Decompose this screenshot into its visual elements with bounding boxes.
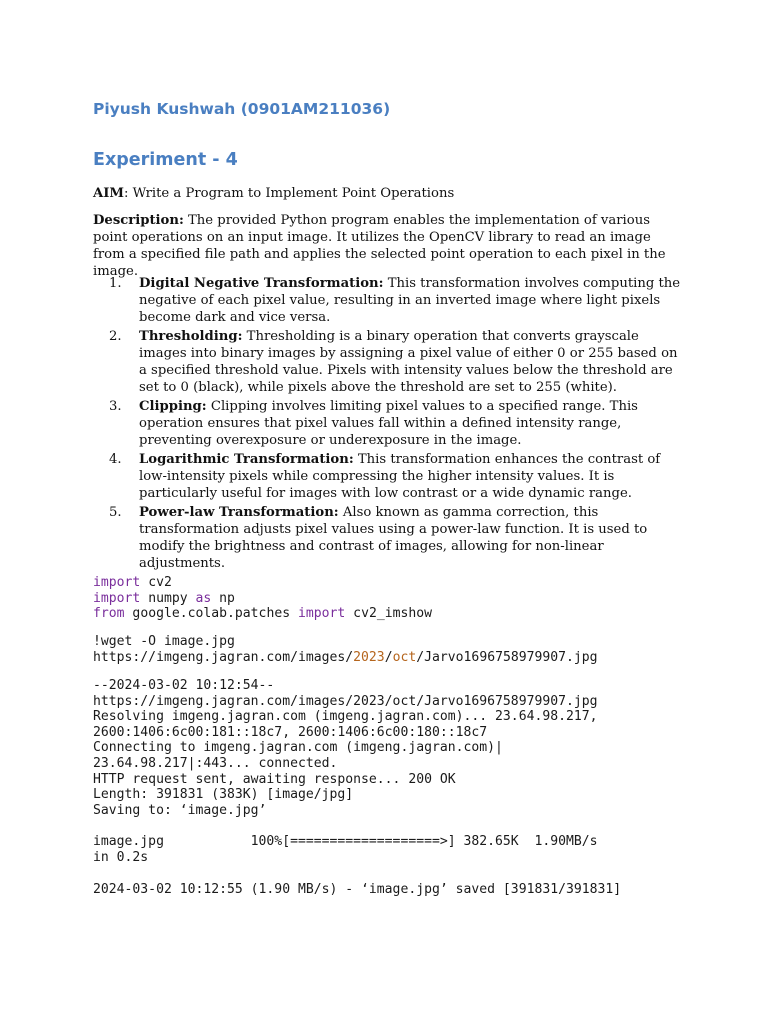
- keyword-import: import: [93, 575, 141, 590]
- output-line: 23.64.98.217|:443... connected.: [93, 755, 338, 771]
- list-item: [93, 451, 683, 502]
- keyword-as: as: [195, 590, 212, 606]
- operation-name: Thresholding:: [139, 329, 243, 344]
- list-item: [93, 328, 683, 396]
- code-line: !wget -O image.jpg: [93, 634, 235, 649]
- operation-name: Clipping:: [139, 399, 207, 414]
- keyword-import: import: [93, 590, 141, 606]
- url-part: /: [384, 649, 393, 665]
- output-line: 2600:1406:6c00:181::18c7, 2600:1406:6c00:180::18c7: [93, 724, 488, 740]
- output-line: Length: 391831 (383K) [image/jpg]: [93, 787, 354, 803]
- wget-code-block: [93, 634, 693, 665]
- download-progress-output: [93, 834, 693, 865]
- output-line: --2024-03-02 10:12:54--: [93, 678, 275, 693]
- url-part: https://imgeng.jagran.com/images/: [93, 649, 354, 665]
- operation-text: Clipping involves limiting pixel values to a specified range. This operation ensures that pixel values fall within a defined intensity range, preventing overexposure or underexposure in the image.: [139, 399, 638, 448]
- output-line: image.jpg 100%[===================>] 382.65K 1.90MB/s: [93, 834, 598, 849]
- imports-code-block: [93, 575, 693, 622]
- list-item: [93, 504, 683, 572]
- list-item: [93, 275, 683, 326]
- imported-name: cv2_imshow: [345, 606, 433, 622]
- author-heading: Piyush Kushwah (0901AM211036): [93, 100, 391, 118]
- code-line: [93, 606, 693, 622]
- operation-text: This transformation enhances the contrast of low-intensity pixels while compressing the higher intensity values. It is particularly useful for images with low contrast or a wide dynamic range.: [139, 452, 661, 501]
- output-line: in 0.2s: [93, 849, 149, 865]
- list-number: 2.: [109, 329, 122, 344]
- operation-name: Power-law Transformation:: [139, 505, 339, 520]
- list-number: 5.: [109, 505, 122, 520]
- operation-text: Also known as gamma correction, this transformation adjusts pixel values using a power-law function. It is used to modify the brightness and contrast of images, allowing for non-linear adjustments.: [139, 505, 648, 571]
- experiment-title: Experiment - 4: [93, 150, 238, 170]
- saved-output-line: 2024-03-02 10:12:55 (1.90 MB/s) - ‘image.jpg’ saved [391831/391831]: [93, 882, 622, 897]
- output-line: HTTP request sent, awaiting response... 200 OK: [93, 771, 456, 787]
- module-name: google.colab.patches: [124, 606, 298, 622]
- operation-text: Thresholding is a binary operation that converts grayscale images into binary images by assigning a pixel value of either 0 or 255 based on a specified threshold value. Pixels with intensity values below the threshold are set to 0 (black), while pixels above the threshold are set to 255 (white).: [139, 329, 678, 395]
- aim-label: AIM: [93, 186, 124, 201]
- url-year: 2023: [353, 649, 385, 665]
- url-month: oct: [392, 649, 417, 665]
- list-item: [93, 398, 683, 449]
- alias-name: np: [211, 590, 235, 606]
- module-name: numpy: [140, 590, 196, 606]
- output-line: Connecting to imgeng.jagran.com (imgeng.jagran.com)|: [93, 740, 503, 756]
- description-label: Description:: [93, 213, 184, 228]
- code-line: [93, 650, 693, 666]
- operation-text: This transformation involves computing the negative of each pixel value, resulting in an inverted image where light pixels become dark and vice versa.: [139, 276, 681, 325]
- module-name: cv2: [140, 575, 172, 590]
- wget-log-output: [93, 678, 693, 818]
- list-number: 3.: [109, 399, 122, 414]
- list-number: 4.: [109, 452, 122, 467]
- code-line: [93, 575, 693, 591]
- output-line: Saving to: ‘image.jpg’: [93, 802, 267, 818]
- url-part: /Jarvo1696758979907.jpg: [416, 649, 598, 665]
- list-number: 1.: [109, 276, 122, 291]
- code-line: [93, 591, 693, 607]
- keyword-import: import: [297, 606, 346, 622]
- aim-text: : Write a Program to Implement Point Operations: [124, 186, 455, 201]
- operation-name: Logarithmic Transformation:: [139, 452, 354, 467]
- output-line: Resolving imgeng.jagran.com (imgeng.jagran.com)... 23.64.98.217,: [93, 709, 598, 725]
- output-line: https://imgeng.jagran.com/images/2023/oct/Jarvo1696758979907.jpg: [93, 693, 598, 709]
- operation-name: Digital Negative Transformation:: [139, 276, 384, 291]
- description-text: The provided Python program enables the implementation of various point operations on an input image. It utilizes the OpenCV library to read an image from a specified file path and applies the selected point operation to each pixel in the image.: [93, 213, 666, 279]
- operations-list: [93, 275, 683, 574]
- keyword-from: from: [93, 606, 125, 622]
- aim-paragraph: [93, 185, 683, 202]
- description-paragraph: [93, 212, 683, 280]
